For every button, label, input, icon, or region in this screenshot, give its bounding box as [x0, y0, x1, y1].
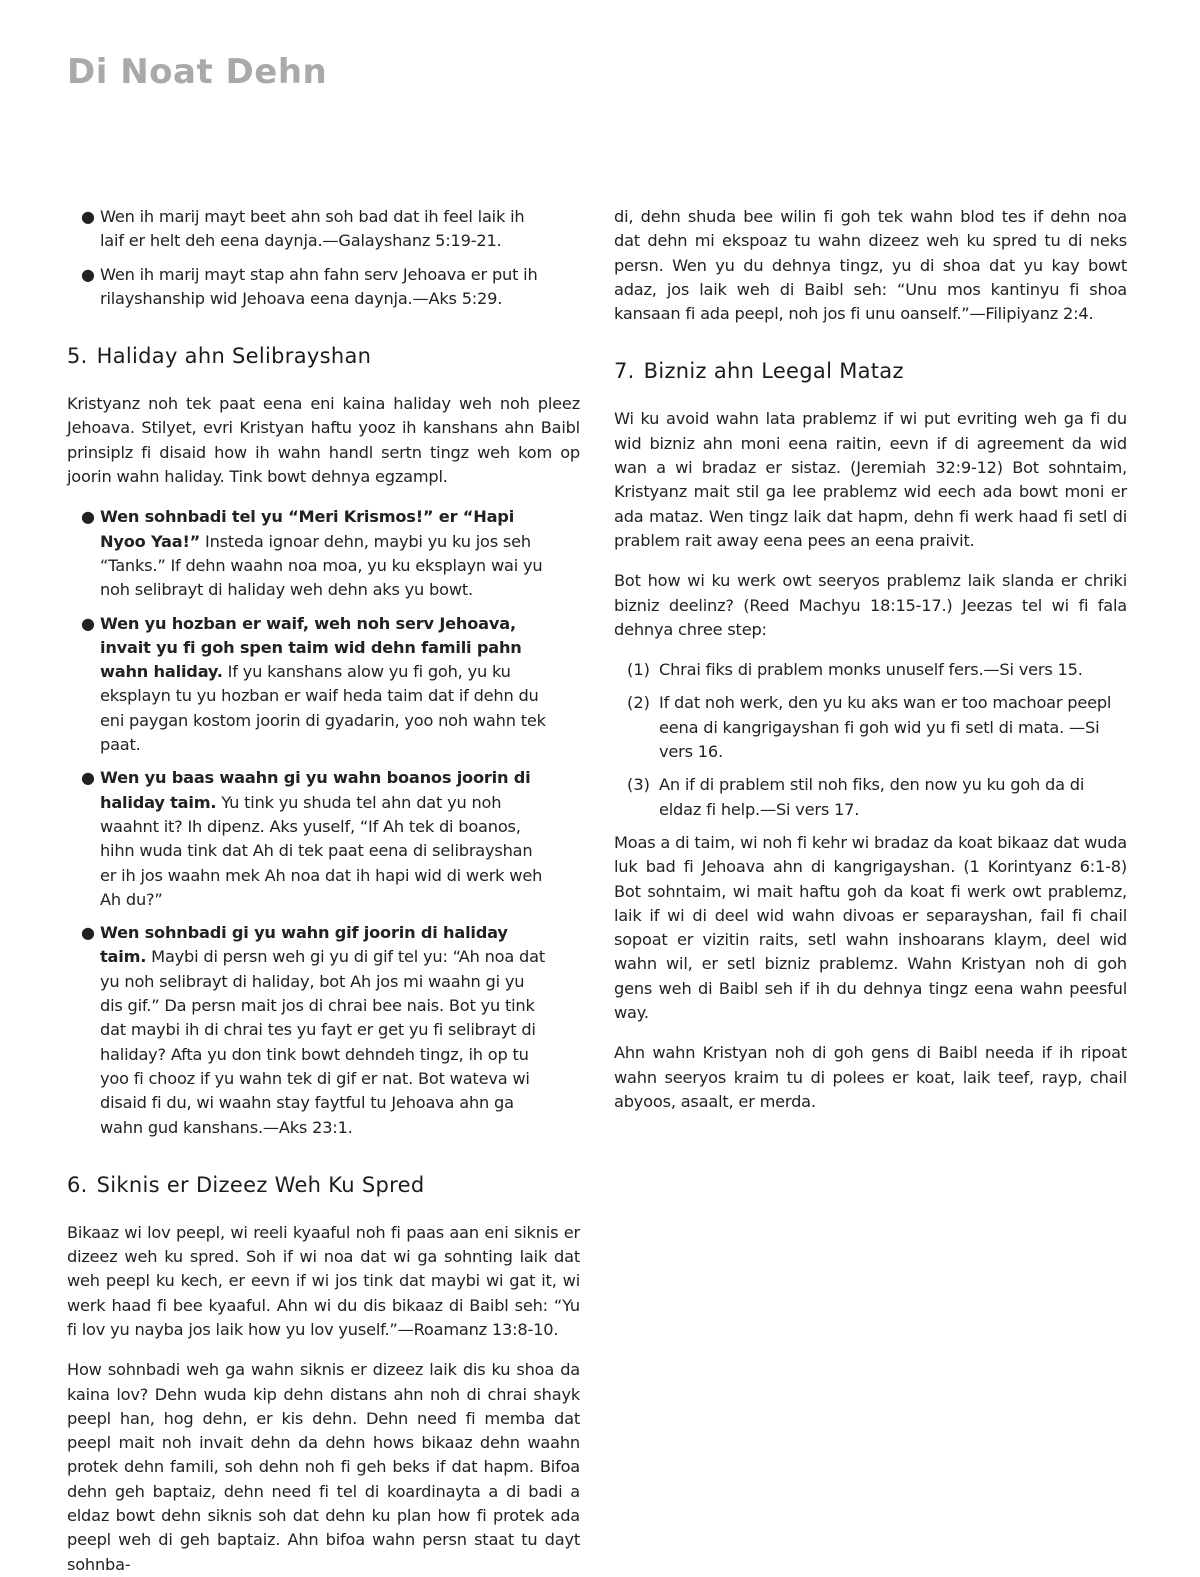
section-number: 6.: [67, 1172, 88, 1197]
bullet-text: Wen ih marij mayt beet ahn soh bad dat ih feel laik ih laif er helt deh eena daynja.—Galayshanz 5:19-21.: [100, 207, 525, 251]
bullet-icon: ●: [81, 768, 95, 788]
bullet-icon: ●: [81, 923, 95, 943]
bullet-body: If yu kanshans alow yu fi goh, yu ku eksplayn tu yu hozban er waif heda taim dat if dehn du eni paygan kostom joorin di gyadarin, yoo noh wahn tek paat.: [100, 662, 546, 755]
section-title: Siknis er Dizeez Weh Ku Spred: [96, 1172, 425, 1197]
list-item: [627, 773, 1127, 822]
section-title: Bizniz ahn Leegal Mataz: [643, 359, 904, 384]
step-number: (2): [627, 693, 650, 713]
bullet-lead: Wen yu hozban er waif, weh noh serv Jehoava, invait yu fi goh spen taim wid dehn famili pahn wahn haliday.: [100, 613, 522, 682]
section-5-heading: [67, 342, 580, 370]
section-7-heading: [614, 357, 1127, 385]
page-title: Di Noat Dehn: [67, 52, 328, 92]
bullet-icon: ●: [81, 613, 95, 633]
section-7-paragraph-4: Ahn wahn Kristyan noh di goh gens di Baibl needa if ih ripoat wahn seeryos kraim tu di polees er koat, laik teef, rayp, chail abyoos, asaalt, er merda.: [614, 1043, 1127, 1111]
bullet-icon: ●: [81, 264, 95, 284]
step-text: If dat noh werk, den yu ku aks wan er too machoar peepl eena di kangrigayshan fi goh wid yu fi setl di mata. —Si vers 16.: [659, 693, 1112, 762]
section-5-bullet-list: [67, 505, 580, 1139]
step-number: (3): [627, 775, 650, 795]
bullet-body: Insteda ignoar dehn, maybi yu ku jos seh “Tanks.” If dehn waahn noa moa, yu ku eksplayn wai yu noh selibrayt di haliday weh dehn aks yu bowt.: [100, 531, 543, 600]
bullet-text: [100, 612, 548, 758]
bullet-lead: Wen yu baas waahn gi yu wahn boanos joorin di haliday taim.: [100, 768, 531, 812]
intro-bullet-list: [67, 205, 580, 311]
bullet-body: Yu tink yu shuda tel ahn dat yu noh waahnt it? Ih dipenz. Aks yuself, “If Ah tek di boanos, hihn wuda tink dat Ah di tek paat eena di selibrayshan er ih jos waahn mek Ah noa dat ih hapi wid di werk weh Ah du?”: [100, 792, 543, 909]
right-column: [614, 205, 1127, 1114]
section-number: 5.: [67, 344, 88, 369]
list-item: [81, 505, 548, 602]
section-7-paragraph-3: Moas a di taim, wi noh fi kehr wi bradaz da koat bikaaz dat wuda luk bad fi Jehoava ahn di kangrigayshan. (1 Korintyanz 6:1-8) Bot sohntaim, wi mait haftu goh da koat fi werk owt prablemz, laik if wi di deel wid wahn divoas er separayshan, fail fi chail sopoat er vizitin raits, setl wahn inshoarans klaym, deel wid wahn wil, er setl bizniz prablemz. Wahn Kristyan noh di goh gens weh di Baibl seh if ih du dehnya tingz eena wahn peesful way.: [614, 832, 1127, 1023]
bullet-lead: Wen sohnbadi gi yu wahn gif joorin di haliday taim.: [100, 923, 508, 967]
steps-list: [614, 658, 1127, 822]
section-6-paragraph-2: How sohnbadi weh ga wahn siknis er dizeez laik dis ku shoa da kaina lov? Dehn wuda kip dehn distans ahn noh di chrai shayk peepl han, hog dehn, er kis dehn. Dehn need fi memba dat peepl mait noh invait dehn da dehn hows bikaaz dehn waahn protek dehn famili, soh dehn noh fi geh beks if dat hapm. Bifoa dehn geh baptaiz, dehn need fi tel di koardinayta a di badi a eldaz bowt dehn siknis soh dat dehn ku plan how fi protek ada peepl weh di geh baptaiz. Ahn bifoa wahn persn staat tu dayt sohnba-: [67, 1360, 580, 1574]
list-item: [81, 612, 548, 758]
bullet-text: [100, 766, 548, 912]
list-item: [81, 263, 548, 312]
section-6-heading: [67, 1171, 580, 1199]
section-number: 7.: [614, 359, 635, 384]
list-item: [81, 205, 548, 254]
bullet-text: [100, 921, 548, 1140]
bullet-lead: Wen sohnbadi tel yu “Meri Krismos!” er “Hapi Nyoo Yaa!”: [100, 507, 515, 551]
list-item: [81, 921, 548, 1140]
section-title: Haliday ahn Selibrayshan: [96, 344, 372, 369]
bullet-icon: ●: [81, 207, 95, 226]
step-text: Chrai fiks di prablem monks unuself fers.—Si vers 15.: [659, 660, 1083, 680]
list-item: [627, 658, 1127, 682]
list-item: [627, 691, 1127, 764]
section-7-paragraph-1: Wi ku avoid wahn lata prablemz if wi put evriting weh ga fi du wid bizniz ahn moni eena raitin, eevn if di agreement da wid wan a wi bradaz er sistaz. (Jeremiah 32:9-12) Bot sohntaim, Kristyanz mait stil ga lee prablemz wid eech ada bowt moni er ada mataz. Wen tingz laik dat hapm, dehn fi werk haad fi setl di prablem rait away eena pees an eena praivit.: [614, 409, 1127, 550]
bullet-body: Maybi di persn weh gi yu di gif tel yu: “Ah noa dat yu noh selibrayt di haliday, bot Ah jos mi waahn gi yu dis gif.” Da persn mait jos di chrai bee nais. Bot yu tink dat maybi ih di chrai tes yu fayt er get yu fi selibrayt di haliday? Afta yu don tink bowt dehndeh tingz, ih op tu yoo fi chooz if yu wahn tek di gif er nat. Bot wateva wi disaid fi du, wi waahn stay faytful tu Jehoava ahn ga wahn gud kanshans.—Aks 23:1.: [100, 947, 545, 1137]
section-7-paragraph-2: Bot how wi ku werk owt seeryos prablemz laik slanda er chriki bizniz deelinz? (Reed Machyu 18:15-17.) Jeezas tel wi fi fala dehnya chree step:: [614, 571, 1127, 639]
left-column: [67, 205, 580, 1577]
bullet-text: [100, 505, 548, 602]
section-6-paragraph-1: Bikaaz wi lov peepl, wi reeli kyaaful noh fi paas aan eni siknis er dizeez weh ku spred. Soh if wi noa dat wi ga sohnting laik dat weh peepl ku kech, er eevn if wi jos tink dat maybi wi gat it, wi werk haad fi bee kyaaful. Ahn wi du dis bikaaz di Baibl seh: “Yu fi lov yu nayba jos laik how yu lov yuself.”—Roamanz 13:8-10.: [67, 1222, 580, 1339]
step-number: (1): [627, 660, 650, 680]
continuation-paragraph: di, dehn shuda bee wilin fi goh tek wahn blod tes if dehn noa dat dehn mi ekspoaz tu wahn dizeez weh ku spred tu di neks persn. Wen yu du dehnya tingz, yu di shoa dat yu kay bowt adaz, jos laik weh di Baibl seh: “Unu mos kantinyu fi shoa kansaan fi ada peepl, noh jos fi unu oanself.”—Filipiyanz 2:4.: [614, 207, 1127, 324]
bullet-text: Wen ih marij mayt stap ahn fahn serv Jehoava er put ih rilayshanship wid Jehoava eena daynja.—Aks 5:29.: [100, 264, 538, 308]
list-item: [81, 766, 548, 912]
step-text: An if di prablem stil noh fiks, den now yu ku goh da di eldaz fi help.—Si vers 17.: [659, 775, 1085, 819]
section-5-paragraph: Kristyanz noh tek paat eena eni kaina haliday weh noh pleez Jehoava. Stilyet, evri Kristyan haftu yooz ih kanshans ahn Baibl prinsiplz fi disaid how ih wahn handl sertn tingz weh kom op joorin wahn haliday. Tink bowt dehnya egzampl.: [67, 394, 580, 487]
bullet-icon: ●: [81, 507, 95, 527]
